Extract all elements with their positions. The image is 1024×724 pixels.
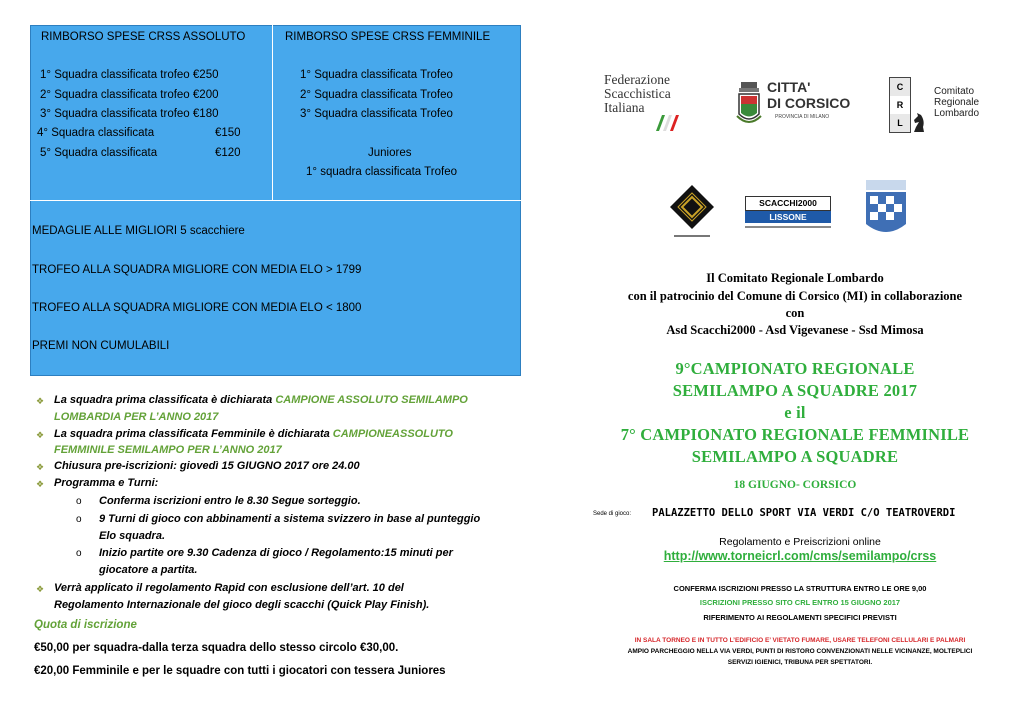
prize-left-item: 1° Squadra classificata trofeo €250	[40, 69, 219, 81]
sub-inizio-cont: giocatore a partita.	[99, 564, 198, 576]
prize-box-column-divider	[272, 25, 273, 200]
prize-bottom-line: PREMI NON CUMULABILI	[32, 340, 170, 352]
bullet-campione-femminile: La squadra prima classificata Femminile è dichiarata CAMPIONEASSOLUTO	[54, 428, 453, 440]
confirm-note: CONFERMA ISCRIZIONI PRESSO LA STRUTTURA ENTRO LE ORE 9,00	[673, 584, 927, 593]
org-line: Asd Scacchi2000 - Asd Vigevanese - Ssd Mimosa	[666, 323, 924, 337]
org-line: con il patrocinio del Comune di Corsico (MI) in collaborazione	[627, 289, 963, 303]
bullet-campione-femminile-cont: FEMMINILE SEMILAMPO PER L’ANNO 2017	[54, 444, 282, 456]
prize-left-amount: €120	[215, 147, 241, 159]
prize-left-item: 4° Squadra classificata	[37, 127, 155, 139]
event-title: SEMILAMPO A SQUADRE 2017	[672, 381, 918, 400]
sub-turni-cont: Elo squadra.	[99, 530, 166, 542]
venue-label: Sede di gioco:	[593, 511, 632, 517]
chessboard-crest-icon	[862, 178, 912, 244]
prize-left-amount: €150	[215, 127, 241, 139]
diamond-bullet-icon: ❖	[36, 584, 45, 594]
prize-col-left-header: RIMBORSO SPESE CRSS ASSOLUTO	[41, 31, 246, 43]
quota-title: Quota di iscrizione	[34, 619, 137, 631]
event-title: e il	[784, 403, 806, 422]
org-line: con	[785, 306, 805, 320]
parking-note: AMPIO PARCHEGGIO NELLA VIA VERDI, PUNTI DI RISTORO CONVENZIONATI NELLE VICINANZE, MOLTEPLICI	[627, 648, 973, 655]
riferimento-note: RIFERIMENTO AI REGOLAMENTI SPECIFICI PREVISTI	[703, 613, 897, 622]
parking-note: SERVIZI IGIENICI, TRIBUNA PER SPETTATORI.	[727, 659, 873, 666]
prize-right-item: 1° Squadra classificata Trofeo	[300, 69, 453, 81]
circle-bullet-icon: o	[76, 514, 82, 525]
quota-line: €20,00 Femminile e per le squadre con tutti i giocatori con tessera Juniores	[34, 665, 446, 677]
corsico-logo: CITTA' DI CORSICO PROVINCIA DI MILANO	[735, 78, 855, 134]
regolamento-label: Regolamento e Preiscrizioni online	[719, 536, 881, 548]
prize-left-item: 5° Squadra classificata	[40, 147, 158, 159]
fsi-logo: Federazione Scacchistica Italiana	[604, 73, 686, 133]
venue: PALAZZETTO DELLO SPORT VIA VERDI C/O TEATROVERDI	[652, 507, 956, 519]
prize-left-item: 2° Squadra classificata trofeo €200	[40, 89, 219, 101]
event-title: 9°CAMPIONATO REGIONALE	[675, 359, 915, 378]
prize-bottom-line: TROFEO ALLA SQUADRA MIGLIORE CON MEDIA ELO > 1799	[32, 264, 362, 276]
diamond-bullet-icon: ❖	[36, 479, 45, 489]
prize-box-divider	[30, 200, 521, 201]
diamond-bullet-icon: ❖	[36, 462, 45, 472]
diamond-bullet-icon: ❖	[36, 430, 45, 440]
regolamento-link[interactable]: http://www.torneicrl.com/cms/semilampo/crss	[663, 549, 937, 563]
scacchi-subtitle-bar	[745, 226, 831, 228]
italian-flag-icon	[654, 109, 684, 133]
bullet-chiusura: Chiusura pre-iscrizioni: giovedì 15 GIUGNO 2017 ore 24.00	[54, 460, 360, 472]
iscrizioni-note: ISCRIZIONI PRESSO SITO CRL ENTRO 15 GIUGNO 2017	[699, 598, 901, 607]
event-title: SEMILAMPO A SQUADRE	[691, 447, 899, 466]
prize-left-item: 3° Squadra classificata trofeo €180	[40, 108, 219, 120]
sub-conferma: Conferma iscrizioni entro le 8.30 Segue sorteggio.	[99, 495, 361, 507]
knot-emblem-icon	[664, 183, 720, 243]
vigevanese-logo	[862, 178, 912, 244]
bullet-campione-assoluto-cont: LOMBARDIA PER L’ANNO 2017	[54, 411, 219, 423]
juniores-title: Juniores	[368, 147, 412, 159]
sub-turni: 9 Turni di gioco con abbinamenti a sistema svizzero in base al punteggio	[99, 513, 481, 525]
circle-bullet-icon: o	[76, 548, 82, 559]
no-smoking-warning: IN SALA TORNEO E IN TUTTO L’EDIFICIO E’ VIETATO FUMARE, USARE TELEFONI CELLULARI E PALMARI	[634, 637, 966, 644]
event-title: 7° CAMPIONATO REGIONALE FEMMINILE	[620, 425, 970, 444]
corsico-crest-icon	[735, 80, 763, 130]
crl-logo: C R L Comitato Regionale Lombardo	[889, 77, 989, 135]
bullet-regolamento: Verrà applicato il regolamento Rapid con esclusione dell’art. 10 del	[54, 582, 404, 594]
quota-line: €50,00 per squadra-dalla terza squadra dello stesso circolo €30,00.	[34, 642, 399, 654]
scacchi2000-logo: SCACCHI2000 LISSONE	[745, 196, 831, 228]
crl-letter-box: C R L	[889, 77, 911, 133]
prize-right-item: 2° Squadra classificata Trofeo	[300, 89, 453, 101]
sub-inizio: Inizio partite ore 9.30 Cadenza di gioco / Regolamento:15 minuti per	[99, 547, 453, 559]
prize-right-item: 3° Squadra classificata Trofeo	[300, 108, 453, 120]
event-date: 18 GIUGNO- CORSICO	[733, 479, 857, 491]
knot-logo	[664, 183, 720, 243]
bullet-programma: Programma e Turni:	[54, 477, 159, 489]
bullet-regolamento-cont: Regolamento Internazionale del gioco degli scacchi (Quick Play Finish).	[54, 599, 430, 611]
prize-bottom-line: MEDAGLIE ALLE MIGLIORI 5 scacchiere	[32, 225, 245, 237]
circle-bullet-icon: o	[76, 496, 82, 507]
org-line: Il Comitato Regionale Lombardo	[706, 271, 884, 285]
bullet-campione-assoluto: La squadra prima classificata è dichiarata CAMPIONE ASSOLUTO SEMILAMPO	[54, 394, 468, 406]
diamond-bullet-icon: ❖	[36, 396, 45, 406]
prize-bottom-line: TROFEO ALLA SQUADRA MIGLIORE CON MEDIA ELO < 1800	[32, 302, 362, 314]
prize-col-right-header: RIMBORSO SPESE CRSS FEMMINILE	[285, 31, 491, 43]
chess-knight-icon	[911, 111, 927, 133]
juniores-item: 1° squadra classificata Trofeo	[306, 166, 457, 178]
